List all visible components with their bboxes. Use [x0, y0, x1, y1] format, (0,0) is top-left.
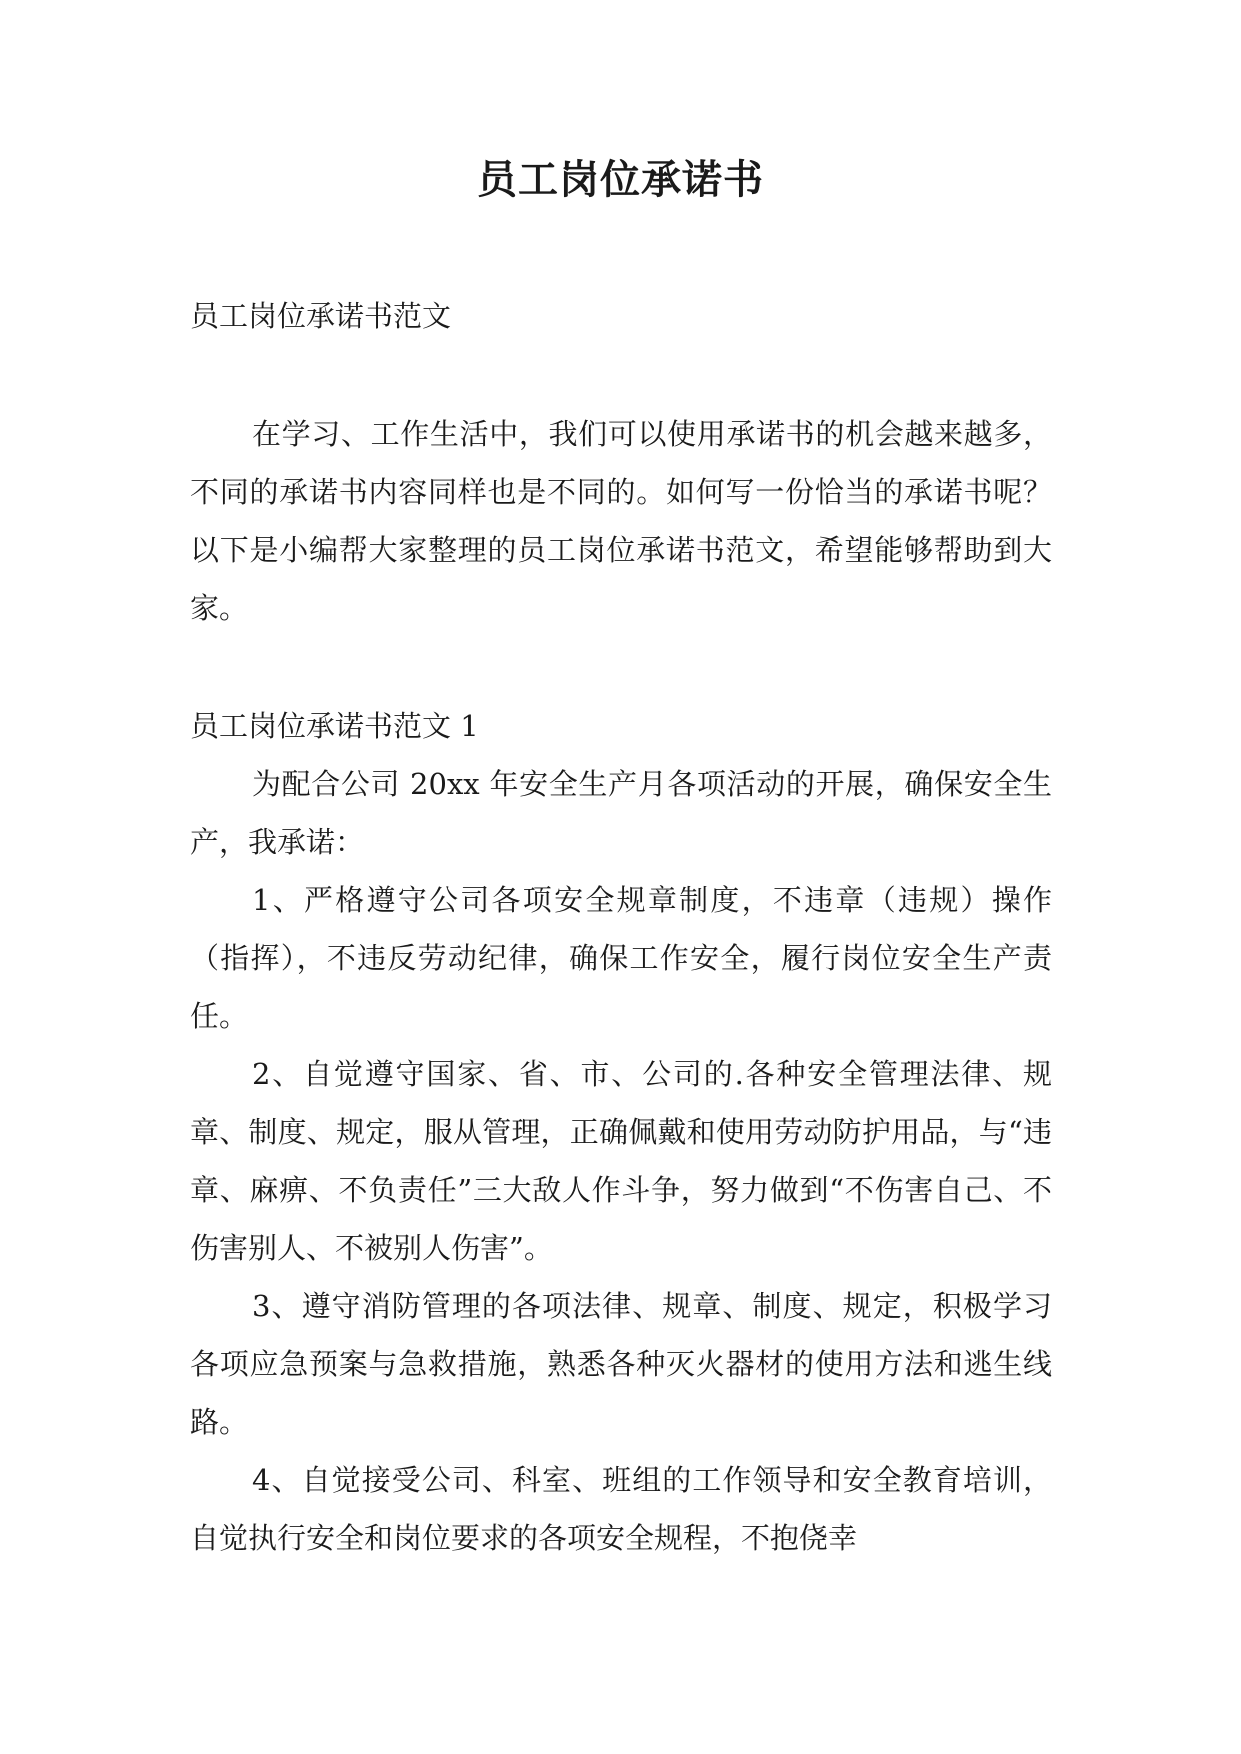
paragraph-item-3: 3、遵守消防管理的各项法律、规章、制度、规定，积极学习各项应急预案与急救措施，熟悉各种灭火器材的使用方法和逃生线路。: [190, 1289, 1052, 1439]
subtitle: 员工岗位承诺书范文: [190, 299, 452, 333]
section-heading: 员工岗位承诺书范文 1: [190, 709, 479, 743]
document-title: 员工岗位承诺书: [477, 156, 764, 203]
intro-paragraph: 在学习、工作生活中，我们可以使用承诺书的机会越来越多，不同的承诺书内容同样也是不同的。如何写一份恰当的承诺书呢？以下是小编帮大家整理的员工岗位承诺书范文，希望能够帮助到大家。: [190, 417, 1052, 625]
paragraph-item-1: 1、严格遵守公司各项安全规章制度，不违章（违规）操作（指挥），不违反劳动纪律，确保工作安全，履行岗位安全生产责任。: [190, 883, 1052, 1033]
document-body: [190, 287, 1052, 1567]
spacer: [190, 345, 1052, 405]
paragraph-commitment-intro: 为配合公司 20xx 年安全生产月各项活动的开展，确保安全生产，我承诺：: [190, 767, 1052, 859]
spacer: [190, 637, 1052, 697]
paragraph-item-2: 2、自觉遵守国家、省、市、公司的.各种安全管理法律、规章、制度、规定，服从管理，正确佩戴和使用劳动防护用品，与“违章、麻痹、不负责任”三大敌人作斗争，努力做到“不伤害自己、不伤害别人、不被别人伤害”。: [190, 1057, 1052, 1265]
paragraph-item-4: 4、自觉接受公司、科室、班组的工作领导和安全教育培训，自觉执行安全和岗位要求的各项安全规程，不抱侥幸: [190, 1463, 1052, 1555]
